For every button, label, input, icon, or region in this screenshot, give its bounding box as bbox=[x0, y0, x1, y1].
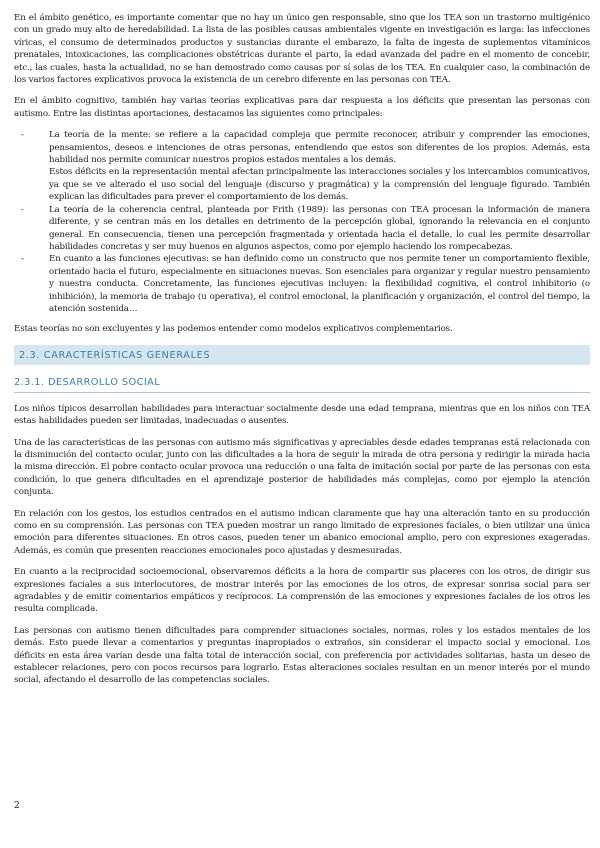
subsection-heading: 2.3.1. DESARROLLO SOCIAL bbox=[14, 375, 590, 393]
paragraph-genetics: En el ámbito genético, es importante comentar que no hay un único gen responsable, sino que los TEA son un trastorno multigénico con un grado muy alto de heredabilidad. La lista de las posibles causas ambientales vigente en investigación es larga: las infecciones víricas, el consumo de determinados productos y sustancias durante el embarazo, la falta de ingesta de suplementos vitamínicos prenatales, intoxicaciones, las complicaciones obstétricas durante el parto, la edad avanzada del padre en el momento de concebir, etc., las cuales, hasta la actualidad, no se han demostrado como causas por sí solas de los TEA. En cualquier caso, la combinación de los varios factores explicativos provoca la existencia de un cerebro diferente en las personas con TEA. bbox=[14, 13, 590, 86]
dash-bullet: - bbox=[21, 254, 24, 265]
list-item bbox=[14, 204, 590, 254]
paragraph-social-4: En cuanto a la reciprocidad socioemocional, observaremos déficits a la hora de compartir sus placeres con los otros, de dirigir sus expresiones faciales a sus interlocutores, de mostrar interés por las emociones de los otros, de expresar sonrisa social para ser agradables y de emitir comentarios empáticos y recíprocos. La comprensión de las emociones y expresiones faciales de los otros les resulta complicada. bbox=[14, 567, 590, 615]
document-page bbox=[14, 12, 590, 696]
paragraph-social-3: En relación con los gestos, los estudios centrados en el autismo indican claramente que hay una alteración tanto en su producción como en su comprensión. Las personas con TEA pueden mostrar un rango limitado de expresiones faciales, o bien utilizar una única emoción para diferentes situaciones. En otros casos, pueden tener un abanico emocional amplio, pero con expresiones exageradas. Además, es común que presenten reacciones emocionales poco ajustadas y desmesuradas. bbox=[14, 508, 590, 556]
list-item bbox=[14, 253, 590, 315]
theory-mind-text: La teoría de la mente: se refiere a la capacidad compleja que permite reconocer, atribuir y comprender las emociones, pensamientos, deseos e intenciones de otras personas, entendiendo que estos son diferentes de los propios. Además, esta habilidad nos permite comunicar nuestros propios estados mentales a los demás. bbox=[49, 130, 590, 166]
paragraph-social-1: Los niños típicos desarrollan habilidades para interactuar socialmente desde una edad temprana, mientras que en los niños con TEA estas habilidades pueden ser limitadas, inadecuadas o ausentes. bbox=[14, 403, 590, 427]
theory-coherence-text: La teoría de la coherencia central, planteada por Frith (1989): las personas con TEA procesan la información de manera diferente, y se centran más en los detalles en detrimento de la percepción global, ignorando la relevancia en el conjunto general. En consecuencia, tienen una percepción fragmentada y orientada hacia el detalle, lo cual les permite desarrollar habilidades concretas y ser muy buenos en algunos aspectos, como por ejemplo haciendo los rompecabezas. bbox=[49, 204, 590, 252]
paragraph-cognitive: En el ámbito cognitivo, también hay varias teorías explicativas para dar respuesta a los déficits que presentan las personas con autismo. Entre las distintas aportaciones, destacamos las siguientes como principales: bbox=[14, 96, 590, 119]
dash-bullet: - bbox=[21, 204, 24, 215]
page-number: 2 bbox=[14, 801, 20, 811]
list-item bbox=[14, 129, 590, 203]
theories-list bbox=[14, 129, 590, 315]
section-heading: 2.3. CARACTERÍSTICAS GENERALES bbox=[14, 345, 590, 365]
dash-bullet: - bbox=[21, 130, 24, 141]
paragraph-social-2: Una de las características de las personas con autismo más significativas y apreciables desde edades tempranas está relacionada con la disminución del contacto ocular, junto con las dificultades a la hora de seguir la mirada de otra persona y redirigir la mirada hacia la misma dirección. El pobre contacto ocular provoca una reducción o una falta de imitación social por parte de las personas con esta condición, lo que genera dificultades en el aprendizaje posterior de habilidades más complejas, como por ejemplo la atención conjunta. bbox=[14, 437, 590, 498]
theory-executive-text: En cuanto a las funciones ejecutivas: se han definido como un constructo que nos permite tener un comportamiento flexible, orientado hacia el futuro, especialmente en situaciones nuevas. Son esenciales para organizar y regular nuestro pensamiento y nuestra conducta. Concretamente, las funciones ejecutivas incluyen: la flexibilidad cognitiva, el control inhibitorio (o inhibición), la memoria de trabajo (u operativa), el control emocional, la planificación y organización, el control del tiempo, la atención sostenida… bbox=[49, 254, 590, 314]
paragraph-social-5: Las personas con autismo tienen dificultades para comprender situaciones sociales, normas, roles y los estados mentales de los demás. Esto puede llevar a comentarios y preguntas inapropiados o extraños, sin considerar el impacto social y emocional. Los déficits en esta área varían desde una falta total de interacción social, con preferencia por actividades solitarias, hasta un deseo de establecer relaciones, pero con pocos recursos para lograrlo. Estas alteraciones sociales resultan en un menor interés por el mundo social, afectando el desarrollo de las competencias sociales. bbox=[14, 625, 590, 686]
theory-mind-extra: Estos déficits en la representación mental afectan principalmente las interacciones sociales y los intercambios comunicativos, ya que se ve alterado el uso social del lenguaje (discurso y pragmática) y la comprensión del lenguaje figurado. También explican las dificultades para prever el comportamiento de los demás. bbox=[49, 167, 590, 203]
paragraph-closing: Estas teorías no son excluyentes y las podemos entender como modelos explicativos complementarios. bbox=[14, 324, 453, 335]
